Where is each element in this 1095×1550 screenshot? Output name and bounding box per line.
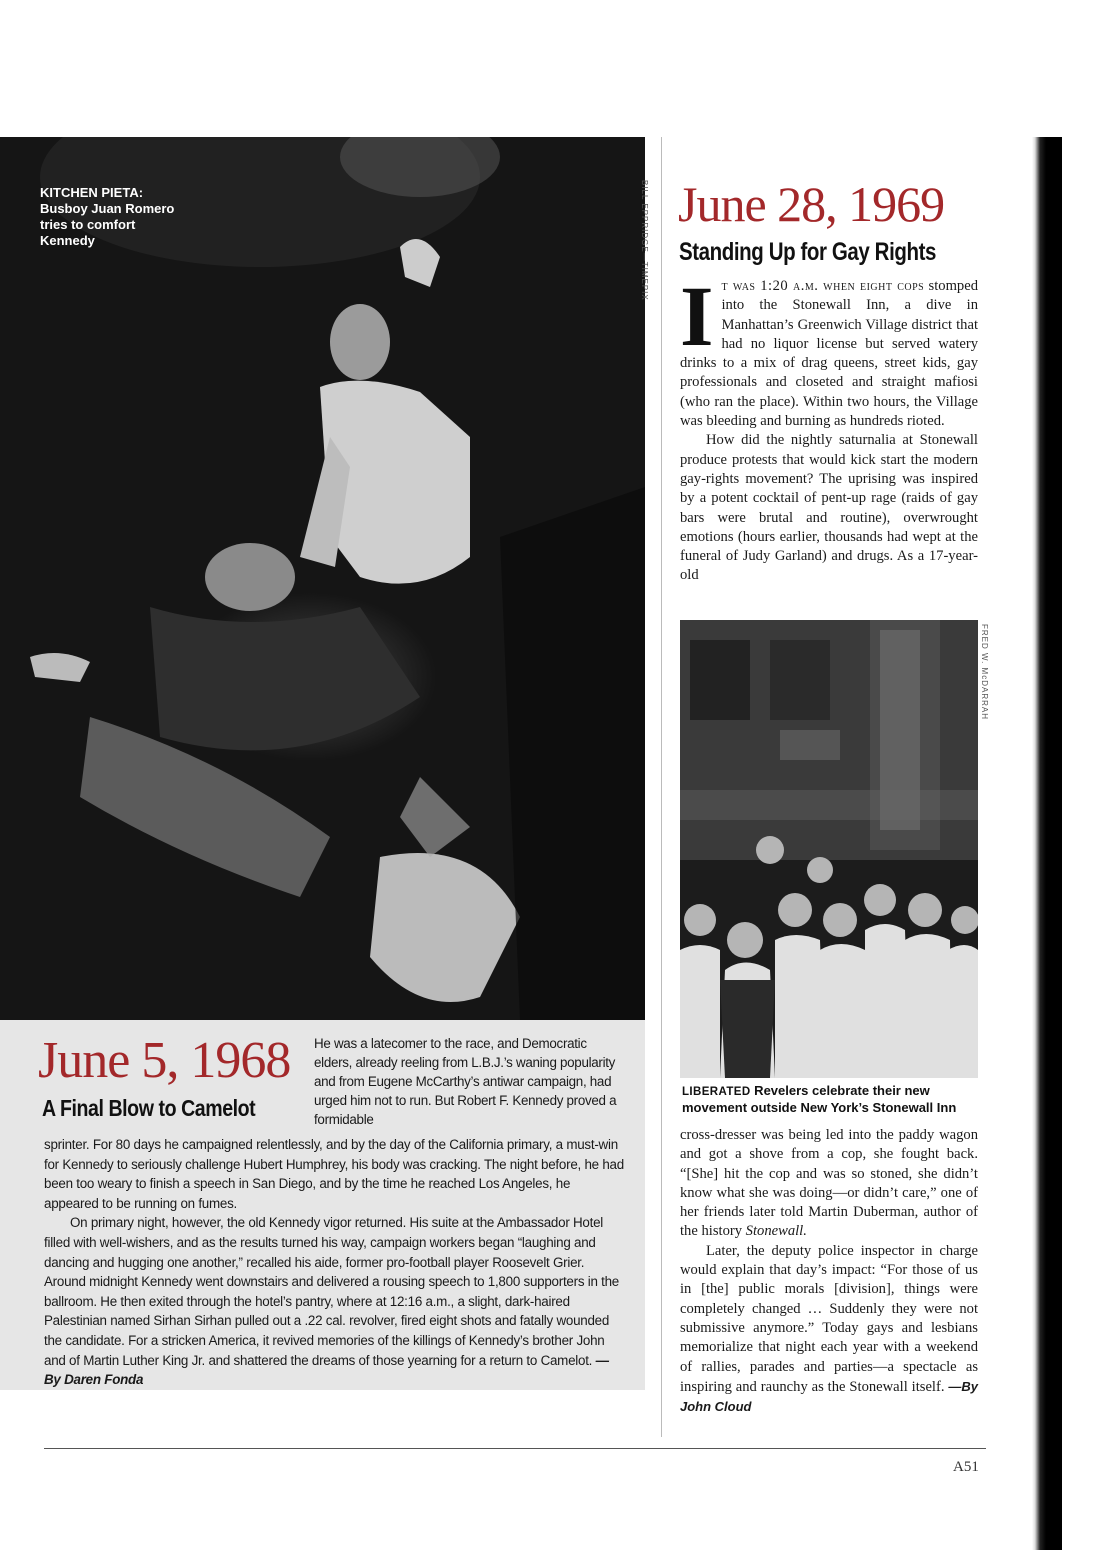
photo-credit: BILL EPPRIDGE—TIMEPIX <box>640 180 649 301</box>
paragraph: sprinter. For 80 days he campaigned relentlessly, and by the day of the California primary, a must-win for Kennedy to seriously challenge Hubert Humphrey, his body was cracking. The night before, he had been too weary to finish a speech in San Diego, and by the time he reached Los Angeles, he appeared to be running on fumes. <box>44 1137 624 1211</box>
drop-cap: I <box>680 268 714 364</box>
article-headline-1969: Standing Up for Gay Rights <box>679 238 936 266</box>
photo-caption: KITCHEN PIETA: Busboy Juan Romero tries to comfort Kennedy <box>40 185 175 248</box>
article-headline-1968: A Final Blow to Camelot <box>42 1095 256 1121</box>
page-edge <box>1032 137 1062 1550</box>
paragraph: Later, the deputy police inspector in charge would explain that day’s impact: “For those of us in [the] public morals [division], things were completely changed … Suddenly they were not submissive anymore.” Today gays and lesbians memorialize that night each year with a weekend of rallies, parades and parties—a spectacle as inspiring and raunchy as the Stonewall itself. —By John Cloud <box>680 1242 978 1415</box>
article-body-1968 <box>44 1135 624 1390</box>
paragraph: It was 1:20 a.m. when eight cops stomped into the Stonewall Inn, a dive in Manhattan’s Greenwich Village district that had no liquor license but served watery drinks to a mix of drag queens, street kids, gay professionals and closeted and straight mafiosi (who ran the place). Within two hours, the Village was bleeding and burning as hundreds rioted. <box>680 268 978 430</box>
byline: —By Daren Fonda <box>44 1352 609 1388</box>
kennedy-photo <box>0 137 645 1020</box>
article-date-1969: June 28, 1969 <box>678 176 945 232</box>
photo-credit: FRED W. McDARRAH <box>980 624 989 720</box>
byline: —By John Cloud <box>680 1378 978 1415</box>
article-date-1968: June 5, 1968 <box>38 1032 291 1089</box>
column-divider <box>661 137 662 1437</box>
footer-rule <box>44 1448 986 1449</box>
page-number: A51 <box>953 1459 979 1475</box>
article-body-1969-bottom <box>680 1126 978 1417</box>
article-intro-1968: He was a latecomer to the race, and Democratic elders, already reeling from L.B.J.’s waning popularity and from Eugene McCarthy’s antiwar campaign, had urged him not to run. But Robert F. Kennedy proved a formidable <box>314 1036 617 1127</box>
article-body-1969-top <box>680 268 978 586</box>
paragraph: cross-dresser was being led into the paddy wagon and got a shove from a cop, she fought back. “[She] hit the cop and was so stoned, she didn’t know what she was doing—or didn’t care,” one of her friends later told Martin Duberman, author of the history Stonewall. <box>680 1127 978 1240</box>
book-title: Stonewall. <box>745 1223 807 1240</box>
paragraph: How did the nightly saturnalia at Stonewall produce protests that would kick start the modern gay-rights movement? The uprising was inspired by a potent cocktail of pent-up rage (raids of gay bars were brutal and routine), overwrought emotions (hours earlier, thousands had wept at the funeral of Judy Garland) and drugs. As a 17-year-old <box>680 432 978 584</box>
photo-illustration <box>680 620 978 1078</box>
photo-caption: LIBERATED Revelers celebrate their new movement outside New York’s Stonewall Inn <box>682 1083 957 1115</box>
stonewall-photo <box>680 620 978 1078</box>
paragraph: On primary night, however, the old Kennedy vigor returned. His suite at the Ambassador Hotel filled with well-wishers, and as the results turned his way, campaign workers began “laughing and dancing and hugging one another,” recalled his aide, former pro-football player Roosevelt Grier. Around midnight Kennedy went downstairs and delivered a rousing speech to 1,800 supporters in the ballroom. He then exited through the hotel’s pantry, where at 12:16 a.m., a slight, dark-haired Palestinian named Sirhan Sirhan pulled out a .22 cal. revolver, fired eight shots and fatally wounded the candidate. For a stricken America, it revived memories of the killings of Kennedy’s brother John and of Martin Luther King Jr. and shattered the dreams of those yearning for a return to Camelot. —By Daren Fonda <box>44 1215 619 1388</box>
photo-illustration <box>0 137 645 1020</box>
